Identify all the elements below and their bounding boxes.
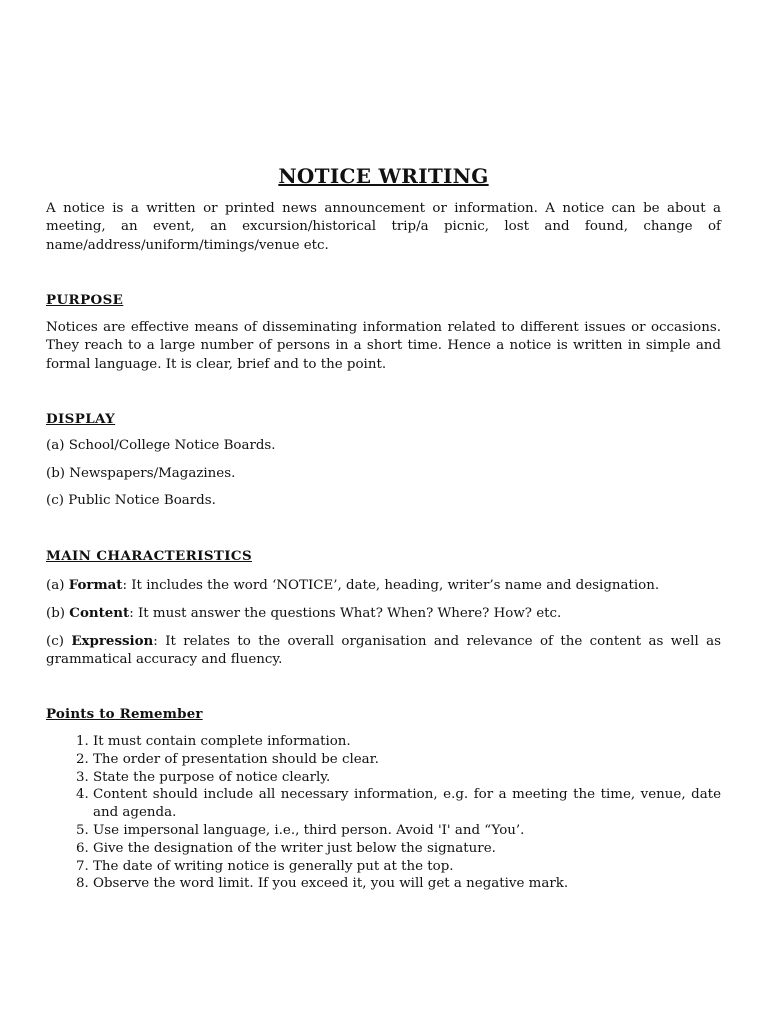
- characteristic-prefix: (b): [46, 606, 70, 621]
- list-item: 6. Give the designation of the writer just below the signature.: [93, 840, 721, 858]
- characteristic-prefix: (a): [46, 578, 69, 593]
- characteristic-prefix: (c): [46, 634, 72, 649]
- characteristic-term: Content: [69, 605, 130, 621]
- characteristics-heading: MAIN CHARACTERISTICS: [46, 548, 253, 564]
- list-item: 7. The date of writing notice is generally put at the top.: [93, 858, 721, 876]
- characteristic-text: : It relates to the overall organisation and relevance of the content as well as grammatical accuracy and fluency.: [46, 634, 721, 668]
- list-item: 1. It must contain complete information.: [93, 733, 721, 751]
- characteristic-format: [46, 576, 721, 595]
- points-heading: Points to Remember: [46, 706, 203, 722]
- list-item: 4. Content should include all necessary information, e.g. for a meeting the time, venue, date and agenda.: [93, 786, 721, 822]
- page-title: NOTICE WRITING: [278, 164, 489, 188]
- display-item-c: (c) Public Notice Boards.: [46, 493, 216, 508]
- list-item: 8. Observe the word limit. If you exceed it, you will get a negative mark.: [93, 875, 721, 893]
- characteristic-term: Format: [68, 577, 123, 593]
- display-item-b: (b) Newspapers/Magazines.: [46, 466, 236, 481]
- characteristic-term: Expression: [71, 633, 154, 649]
- list-item: 3. State the purpose of notice clearly.: [93, 769, 721, 787]
- purpose-heading: PURPOSE: [46, 292, 124, 308]
- list-item: 2. The order of presentation should be clear.: [93, 751, 721, 769]
- display-heading: DISPLAY: [46, 411, 116, 427]
- list-item: 5. Use impersonal language, i.e., third person. Avoid 'I' and “You’.: [93, 822, 721, 840]
- intro-paragraph: A notice is a written or printed news announcement or information. A notice can be about a meeting, an event, an excursion/historical trip/a picnic, lost and found, change of name/address/uniform/timings/venue etc.: [46, 201, 721, 253]
- characteristic-text: : It must answer the questions What? When? Where? How? etc.: [129, 606, 562, 621]
- points-list: [46, 733, 721, 893]
- characteristic-text: : It includes the word ‘NOTICE’, date, heading, writer’s name and designation.: [122, 578, 660, 593]
- characteristic-expression: [46, 632, 721, 670]
- purpose-paragraph: Notices are effective means of disseminating information related to different issues or occasions. They reach to a large number of persons in a short time. Hence a notice is written in simple and formal language. It is clear, brief and to the point.: [46, 320, 721, 372]
- characteristic-content: [46, 604, 721, 623]
- display-item-a: (a) School/College Notice Boards.: [46, 438, 276, 453]
